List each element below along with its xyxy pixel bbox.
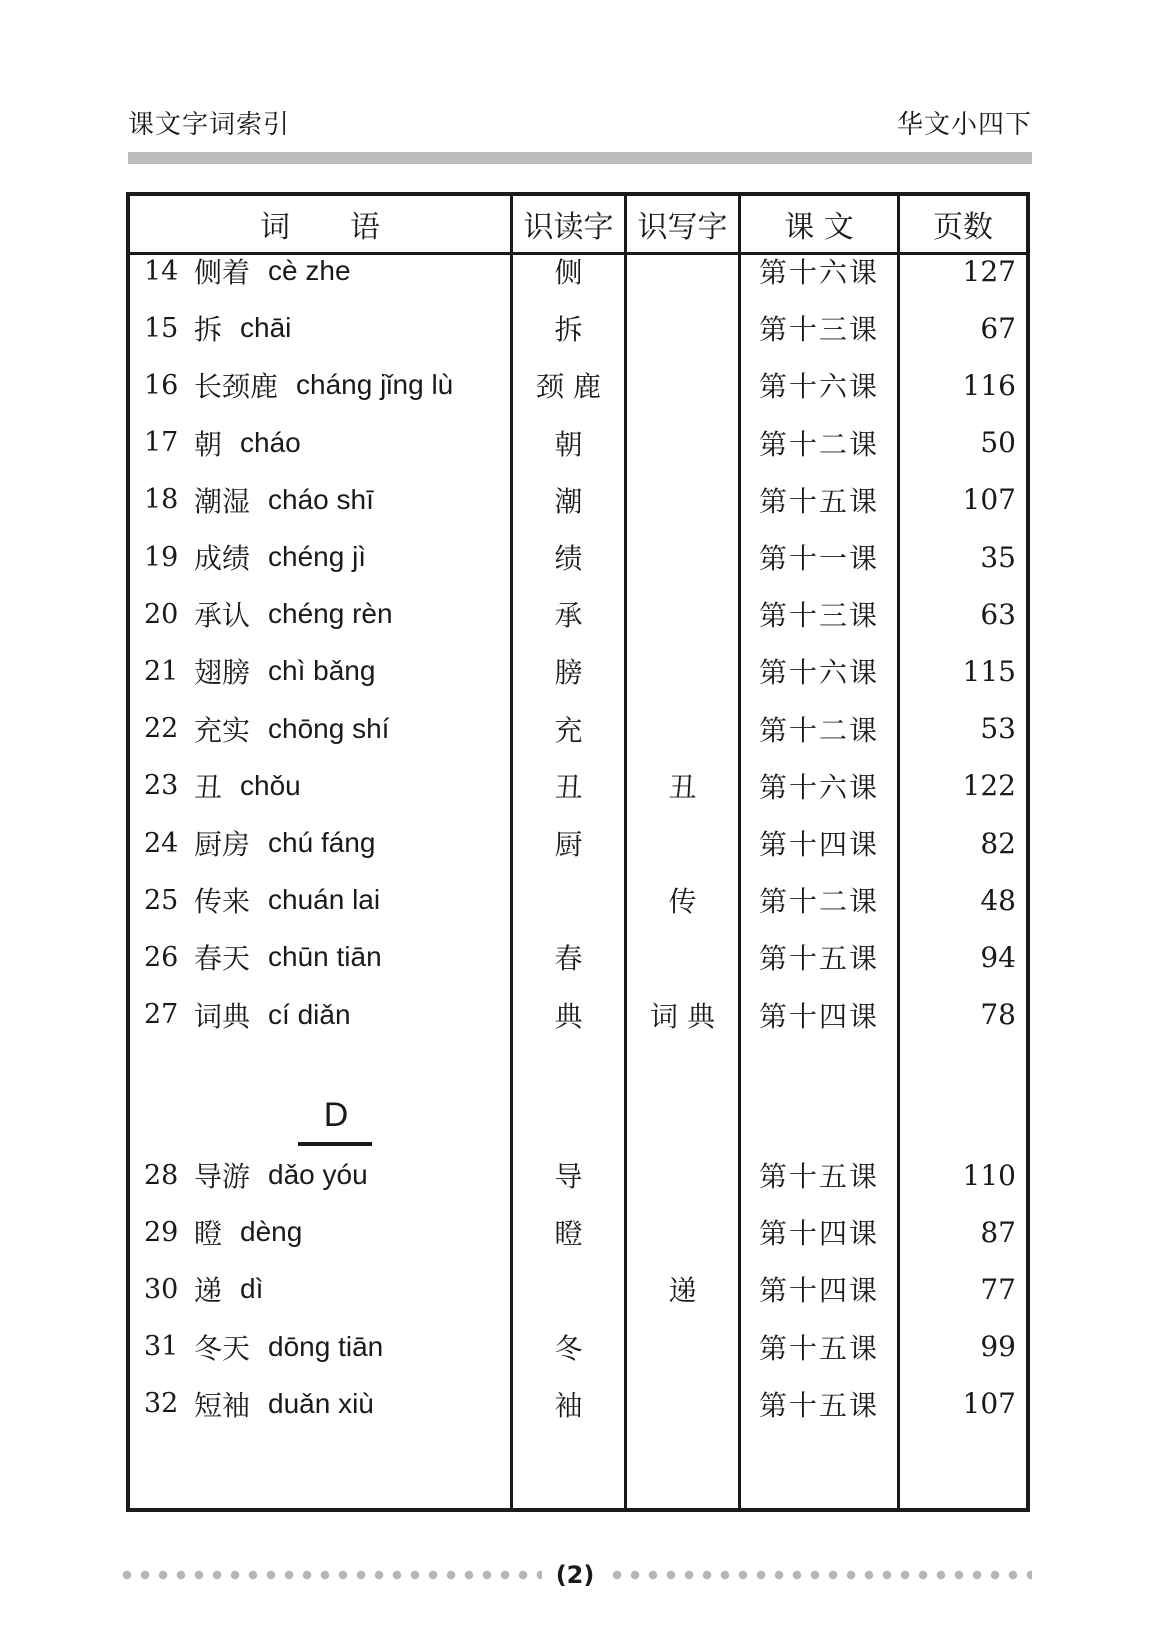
book-title: 华文小四下 <box>896 110 1032 140</box>
lesson: 第十五课 <box>758 484 879 518</box>
read-characters: 典 <box>554 999 583 1033</box>
lesson: 第十六课 <box>758 256 879 289</box>
page-number-cell: 99 <box>980 1330 1016 1364</box>
entry-number: 32 <box>144 1388 179 1420</box>
entry-word <box>194 700 389 758</box>
write-characters <box>627 356 738 414</box>
entry-word <box>194 986 351 1044</box>
write-characters <box>627 1146 738 1204</box>
table-row <box>130 814 1026 872</box>
word-pinyin: cè zhe <box>268 255 351 286</box>
write-characters <box>627 1375 738 1433</box>
table-row <box>130 986 1026 1044</box>
entry-word <box>194 528 366 586</box>
word-pinyin: chuán lai <box>268 884 381 916</box>
write-characters <box>627 585 738 643</box>
table-row <box>130 642 1026 700</box>
lesson: 第十三课 <box>758 599 879 633</box>
write-characters <box>627 299 738 357</box>
word-pinyin: cí diǎn <box>268 998 351 1030</box>
word-pinyin: dì <box>240 1273 264 1305</box>
lesson: 第十四课 <box>758 999 879 1033</box>
lesson: 第十五课 <box>758 1331 879 1365</box>
vocabulary-index-table <box>126 192 1030 1512</box>
lesson: 第十六课 <box>758 370 879 404</box>
word-pinyin: cháng jǐng lù <box>296 369 454 401</box>
entry-word <box>194 1260 263 1318</box>
word-hanzi: 侧着 <box>194 256 251 289</box>
entry-word <box>194 871 380 929</box>
read-characters: 导 <box>554 1160 583 1193</box>
entry-word <box>194 814 375 872</box>
word-hanzi: 翅膀 <box>194 656 251 690</box>
read-characters: 拆 <box>554 313 583 347</box>
lesson: 第十四课 <box>758 1217 879 1251</box>
entry-number: 27 <box>144 999 179 1031</box>
table-row <box>130 585 1026 643</box>
table-row <box>130 1260 1026 1318</box>
write-characters <box>627 471 738 529</box>
entry-word <box>194 928 382 986</box>
write-characters: 丑 <box>668 770 697 804</box>
entry-number: 25 <box>144 884 179 916</box>
lesson: 第十一课 <box>758 542 879 575</box>
entry-word <box>194 242 351 300</box>
page-number-cell: 50 <box>980 426 1016 460</box>
read-characters: 潮 <box>554 484 583 518</box>
read-characters: 冬 <box>554 1331 583 1365</box>
read-characters: 朝 <box>554 427 583 461</box>
page-number-cell: 78 <box>980 998 1016 1032</box>
page-number-cell: 87 <box>980 1215 1016 1249</box>
footer-dots-left <box>118 1570 542 1580</box>
entry-number: 21 <box>144 655 179 687</box>
table-row <box>130 700 1026 758</box>
page-number-cell: 63 <box>980 597 1016 631</box>
entry-number: 18 <box>144 484 179 516</box>
page-number-cell: 107 <box>962 1387 1016 1421</box>
word-hanzi: 长颈鹿 <box>194 370 279 404</box>
lesson: 第十五课 <box>758 1160 879 1193</box>
page-number-cell: 116 <box>962 368 1016 402</box>
write-characters <box>627 528 738 586</box>
entry-word <box>194 1203 302 1261</box>
entry-number: 19 <box>144 541 179 573</box>
lesson: 第十二课 <box>758 427 879 461</box>
word-pinyin: chéng jì <box>268 541 367 572</box>
entry-word <box>194 1318 383 1376</box>
word-hanzi: 词典 <box>194 999 251 1033</box>
write-characters: 传 <box>668 885 697 919</box>
table-row <box>130 471 1026 529</box>
word-hanzi: 递 <box>194 1274 223 1308</box>
entry-number: 17 <box>144 427 179 459</box>
read-characters: 充 <box>554 713 583 747</box>
word-hanzi: 短袖 <box>194 1388 251 1422</box>
word-hanzi: 导游 <box>194 1160 251 1193</box>
write-characters <box>627 1203 738 1261</box>
word-hanzi: 瞪 <box>194 1217 223 1251</box>
word-pinyin: chūn tiān <box>268 941 382 973</box>
read-characters: 袖 <box>554 1388 583 1422</box>
word-pinyin: duǎn xiù <box>268 1387 374 1419</box>
column-header-read: 识读字 <box>523 210 614 245</box>
word-pinyin: cháo shī <box>268 483 374 515</box>
lesson: 第十二课 <box>758 885 879 919</box>
word-hanzi: 充实 <box>194 713 251 747</box>
page-number-cell: 77 <box>980 1272 1016 1306</box>
table-row <box>130 414 1026 472</box>
lesson: 第十六课 <box>758 770 879 804</box>
lesson: 第十四课 <box>758 1274 879 1308</box>
write-characters <box>627 700 738 758</box>
word-pinyin: chì bǎng <box>268 655 376 687</box>
word-hanzi: 春天 <box>194 942 251 976</box>
read-characters: 侧 <box>554 256 583 289</box>
entry-number: 29 <box>144 1216 179 1248</box>
page-footer <box>118 1560 1032 1590</box>
entry-number: 23 <box>144 770 179 802</box>
page-number-cell: 122 <box>962 769 1016 803</box>
entry-number: 15 <box>144 312 179 344</box>
page-number: (2) <box>555 1561 595 1589</box>
entry-number: 30 <box>144 1273 179 1305</box>
lesson: 第十五课 <box>758 942 879 976</box>
word-hanzi: 厨房 <box>194 828 251 861</box>
table-row <box>130 356 1026 414</box>
column-header-word: 词 语 <box>260 210 380 245</box>
entry-number: 26 <box>144 941 179 973</box>
write-characters: 词 典 <box>650 999 715 1033</box>
word-hanzi: 朝 <box>194 427 223 461</box>
read-characters: 丑 <box>554 770 583 804</box>
page-number-cell: 94 <box>980 940 1016 974</box>
entry-number: 24 <box>144 827 179 859</box>
word-pinyin: chéng rèn <box>268 598 393 630</box>
read-characters: 承 <box>554 599 583 633</box>
lesson: 第十六课 <box>758 656 879 690</box>
read-characters: 春 <box>554 942 583 976</box>
entry-word <box>194 642 375 700</box>
word-pinyin: chú fáng <box>268 827 376 858</box>
table-row <box>130 299 1026 357</box>
word-pinyin: chōng shí <box>268 712 390 744</box>
write-characters <box>627 642 738 700</box>
page-number-cell: 82 <box>980 826 1016 860</box>
word-hanzi: 潮湿 <box>194 484 251 518</box>
column-header-page: 页数 <box>933 210 993 245</box>
entry-word <box>194 299 291 357</box>
word-pinyin: dǎo yóu <box>268 1159 368 1190</box>
entry-word <box>194 585 393 643</box>
word-hanzi: 丑 <box>194 770 223 804</box>
word-pinyin: chāi <box>240 312 292 344</box>
entry-number: 28 <box>144 1159 179 1191</box>
read-characters: 绩 <box>554 542 583 575</box>
read-characters <box>513 871 624 929</box>
entry-word <box>194 356 453 414</box>
entry-number: 14 <box>144 255 179 287</box>
header-divider-bar <box>128 152 1032 164</box>
table-row <box>130 242 1026 300</box>
lesson: 第十二课 <box>758 713 879 747</box>
write-characters <box>627 414 738 472</box>
table-row <box>130 1146 1026 1204</box>
read-characters: 膀 <box>554 656 583 690</box>
entry-word <box>194 757 301 815</box>
read-characters: 瞪 <box>554 1217 583 1251</box>
word-pinyin: cháo <box>240 426 301 458</box>
section-letter-d: D <box>323 1096 349 1134</box>
entry-number: 20 <box>144 598 179 630</box>
table-row <box>130 757 1026 815</box>
lesson: 第十三课 <box>758 313 879 347</box>
word-hanzi: 冬天 <box>194 1331 251 1365</box>
word-hanzi: 传来 <box>194 885 251 919</box>
column-header-lesson: 课 文 <box>784 210 854 245</box>
word-pinyin: dōng tiān <box>268 1330 384 1362</box>
index-title: 课文字词索引 <box>128 110 291 140</box>
page-number-cell: 107 <box>962 483 1016 517</box>
word-hanzi: 拆 <box>194 313 223 347</box>
word-pinyin: dèng <box>240 1216 303 1248</box>
table-row <box>130 1318 1026 1376</box>
page-number-cell: 127 <box>962 254 1016 288</box>
entry-word <box>194 471 374 529</box>
page-number-cell: 35 <box>980 540 1016 574</box>
write-characters <box>627 242 738 300</box>
entry-word <box>194 1375 374 1433</box>
table-row <box>130 528 1026 586</box>
table-row <box>130 1203 1026 1261</box>
read-characters: 颈 鹿 <box>536 370 601 404</box>
word-hanzi: 成绩 <box>194 542 251 575</box>
entry-word <box>194 1146 368 1204</box>
page-number-cell: 67 <box>980 311 1016 345</box>
column-header-write: 识写字 <box>637 210 728 245</box>
word-hanzi: 承认 <box>194 599 251 633</box>
word-pinyin: chǒu <box>240 769 301 801</box>
write-characters: 递 <box>668 1274 697 1308</box>
table-row <box>130 1375 1026 1433</box>
footer-dots-right <box>608 1570 1032 1580</box>
page-number-cell: 115 <box>962 654 1016 688</box>
table-row <box>130 928 1026 986</box>
lesson: 第十五课 <box>758 1388 879 1422</box>
entry-number: 16 <box>144 369 179 401</box>
entry-word <box>194 414 301 472</box>
page-number-cell: 48 <box>980 883 1016 917</box>
entry-number: 31 <box>144 1331 179 1363</box>
read-characters: 厨 <box>554 828 583 861</box>
write-characters <box>627 814 738 872</box>
page-number-cell: 110 <box>962 1158 1016 1192</box>
table-row <box>130 871 1026 929</box>
write-characters <box>627 928 738 986</box>
entry-number: 22 <box>144 713 179 745</box>
read-characters <box>513 1260 624 1318</box>
write-characters <box>627 1318 738 1376</box>
page-number-cell: 53 <box>980 712 1016 746</box>
lesson: 第十四课 <box>758 828 879 861</box>
